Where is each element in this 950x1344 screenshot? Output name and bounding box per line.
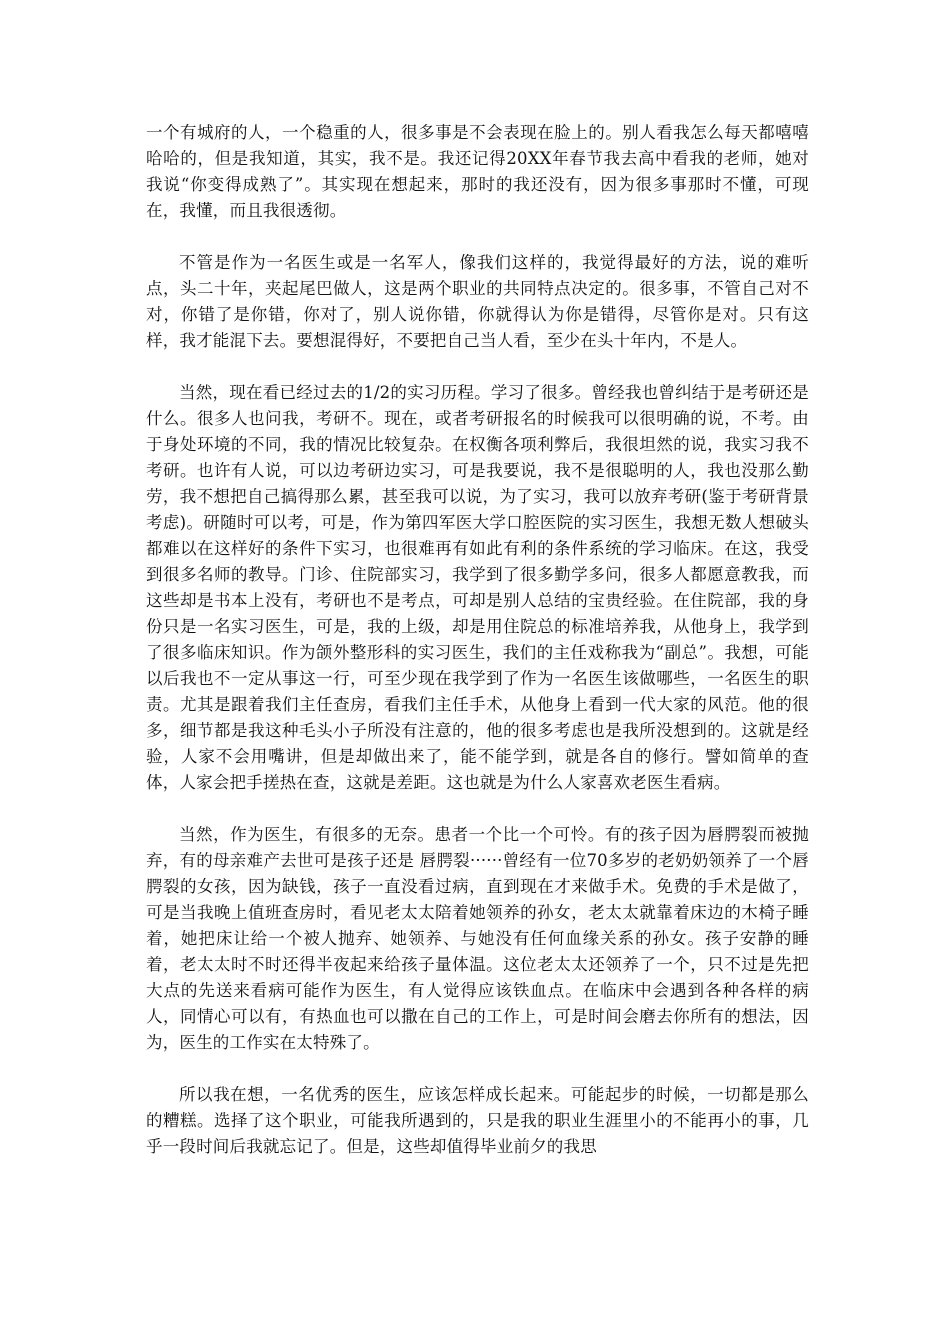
paragraph-4: 当然，作为医生，有很多的无奈。患者一个比一个可怜。有的孩子因为唇腭裂而被抛弃，有的母亲难产去世可是孩子还是 唇腭裂······曾经有一位70多岁的老奶奶领养了一个唇腭裂的女孩，因为缺钱，孩子一直没看过病，直到现在才来做手术。免费的手术是做了，可是当我晚上值班查房时，看见老太太陪着她领养的孙女，老太太就靠着床边的木椅子睡着，她把床让给一个被人抛弃、她领养、与她没有任何血缘关系的孙女。孩子安静的睡着，老太太时不时还得半夜起来给孩子量体温。这位老太太还领养了一个，只不过是先把大点的先送来看病可能作为医生，有人觉得应该铁血点。在临床中会遇到各种各样的病人，同情心可以有，有热血也可以撒在自己的工作上，可是时间会磨去你所有的想法，因为，医生的工作实在太特殊了。 bbox=[146, 825, 809, 1052]
paragraph-5: 所以我在想，一名优秀的医生，应该怎样成长起来。可能起步的时候，一切都是那么的糟糕。选择了这个职业，可能我所遇到的，只是我的职业生涯里小的不能再小的事，几乎一段时间后我就忘记了。但是，这些却值得毕业前夕的我思 bbox=[146, 1085, 809, 1156]
paragraph-3: 当然，现在看已经过去的1/2的实习历程。学习了很多。曾经我也曾纠结于是考研还是什么。很多人也问我，考研不。现在，或者考研报名的时候我可以很明确的说，不考。由于身处环境的不同，我的情况比较复杂。在权衡各项利弊后，我很坦然的说，我实习我不考研。也许有人说，可以边考研边实习，可是我要说，我不是很聪明的人，我也没那么勤劳，我不想把自己搞得那么累，甚至我可以说，为了实习，我可以放弃考研(鉴于考研背景考虑)。研随时可以考，可是，作为第四军医大学口腔医院的实习医生，我想无数人想破头都难以在这样好的条件下实习，也很难再有如此有利的条件系统的学习临床。在这，我受到很多名师的教导。门诊、住院部实习，我学到了很多勤学多问，很多人都愿意教我，而这些却是书本上没有，考研也不是考点，可却是别人总结的宝贵经验。在住院部，我的身份只是一名实习医生，可是，我的上级，却是用住院总的标准培养我，从他身上，我学到了很多临床知识。作为颌外整形科的实习医生，我们的主任戏称我为“副总”。我想，可能以后我也不一定从事这一行，可至少现在我学到了作为一名医生该做哪些，一名医生的职责。尤其是跟着我们主任查房，看我们主任手术，从他身上看到一代大家的风范。他的很多，细节都是我这种毛头小子所没有注意的，他的很多考虑也是我所没想到的。这就是经验，人家不会用嘴讲，但是却做出来了，能不能学到，就是各自的修行。譬如简单的查体，人家会把手搓热在查，这就是差距。这也就是为什么人家喜欢老医生看病。 bbox=[146, 383, 809, 792]
paragraph-2: 不管是作为一名医生或是一名军人，像我们这样的，我觉得最好的方法，说的难听点，头二十年，夹起尾巴做人，这是两个职业的共同特点决定的。很多事，不管自己对不对，你错了是你错，你对了，别人说你错，你就得认为你是错得，尽管你是对。只有这样，我才能混下去。要想混得好，不要把自己当人看，至少在头十年内，不是人。 bbox=[146, 253, 809, 350]
paragraph-1: 一个有城府的人，一个稳重的人，很多事是不会表现在脸上的。别人看我怎么每天都嘻嘻哈哈的，但是我知道，其实，我不是。我还记得20XX年春节我去高中看我的老师，她对我说“你变得成熟了”。其实现在想起来，那时的我还没有，因为很多事那时不懂，可现在，我懂，而且我很透彻。 bbox=[146, 123, 809, 220]
document-body bbox=[146, 120, 809, 1186]
